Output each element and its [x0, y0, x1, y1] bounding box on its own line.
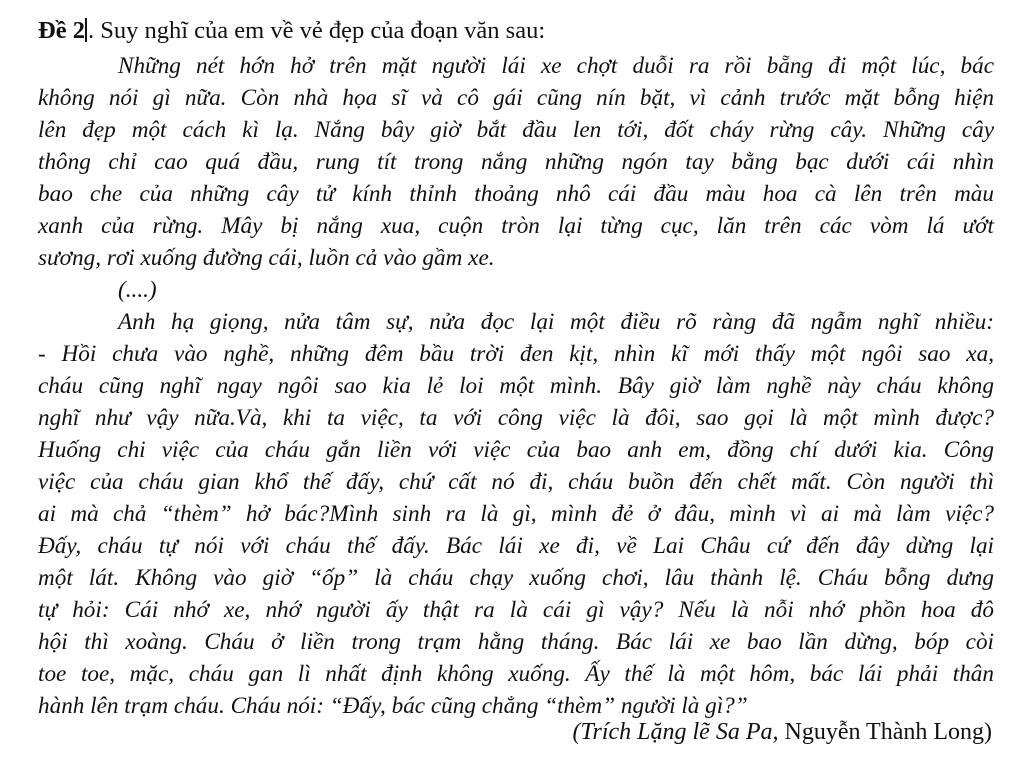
passage-line: tự hỏi: Cái nhớ xe, nhớ người ấy thật ra là cái gì vậy? Nếu là nỗi nhớ phồn hoa đô [38, 597, 994, 623]
passage-line: bao che của những cây tử kính thỉnh thoảng nhô cái đầu màu hoa cà lên trên màu [38, 181, 994, 207]
assignment-prompt: Suy nghĩ của em về vẻ đẹp của đoạn văn sau: [100, 17, 546, 44]
ellipsis-marker: (....) [118, 277, 157, 303]
passage-line: hành lên trạm cháu. Cháu nói: “Đấy, bác cũng chẳng “thèm” người là gì?” [38, 693, 748, 719]
period: . [87, 17, 101, 44]
passage-line: lên đẹp một cách kì lạ. Nắng bây giờ bắt đầu len tới, đốt cháy rừng cây. Những cây [38, 117, 994, 143]
passage-line: việc của cháu gian khổ thế đấy, chứ cất nó đi, cháu buồn đến chết mất. Còn người thì [38, 469, 994, 495]
passage-line: ai mà chả “thèm” hở bác?Mình sinh ra là gì, mình đẻ ở đâu, mình vì ai mà làm việc? [38, 501, 994, 527]
passage-line: Những nét hớn hở trên mặt người lái xe chợt duỗi ra rồi bẵng đi một lúc, bác [118, 53, 994, 79]
passage-line: không nói gì nữa. Còn nhà họa sĩ và cô gái cũng nín bặt, vì cảnh trước mặt bỗng hiện [38, 85, 994, 111]
source-author: Nguyễn Thành Long) [778, 719, 992, 745]
passage-line: hội thì xoàng. Cháu ở liền trong trạm hằng tháng. Bác lái xe bao lần dừng, bóp còi [38, 629, 994, 655]
assignment-label: Đề 2 [38, 17, 85, 44]
source-prefix: (Trích Lặng lẽ Sa Pa, [572, 719, 779, 745]
passage-line: - Hồi chưa vào nghề, những đêm bầu trời đen kịt, nhìn kĩ mới thấy một ngôi sao xa, [38, 341, 994, 367]
passage-line: xanh của rừng. Mây bị nắng xua, cuộn tròn lại từng cục, lăn trên các vòm lá ướt [38, 213, 994, 239]
passage-line: nghĩ như vậy nữa.Và, khi ta việc, ta với công việc là đôi, sao gọi là một mình được? [38, 405, 994, 431]
assignment-heading [38, 15, 545, 47]
passage-line: toe toe, mặc, cháu gan lì nhất định không xuống. Ấy thế là một hôm, bác lái phải thân [38, 661, 994, 687]
passage-line: Huống chi việc của cháu gắn liền với việc của bao anh em, đồng chí dưới kia. Công [38, 437, 994, 463]
passage-line: thông chỉ cao quá đầu, rung tít trong nắng những ngón tay bằng bạc dưới cái nhìn [38, 149, 994, 175]
passage-line: sương, rơi xuống đường cái, luồn cả vào gầm xe. [38, 245, 495, 271]
passage-line: cháu cũng nghĩ ngay ngôi sao kia lẻ loi một mình. Bây giờ làm nghề này cháu không [38, 373, 994, 399]
passage-line: Anh hạ giọng, nửa tâm sự, nửa đọc lại một điều rõ ràng đã ngẫm nghĩ nhiều: [118, 309, 994, 335]
passage-line: một lát. Không vào giờ “ốp” là cháu chạy xuống chơi, lâu thành lệ. Cháu bỗng dưng [38, 565, 994, 591]
text-cursor [85, 18, 87, 42]
source-citation [572, 716, 992, 748]
passage-line: Đấy, cháu tự nói với cháu thế đấy. Bác lái xe đi, về Lai Châu cứ đến đây dừng lại [38, 533, 994, 559]
